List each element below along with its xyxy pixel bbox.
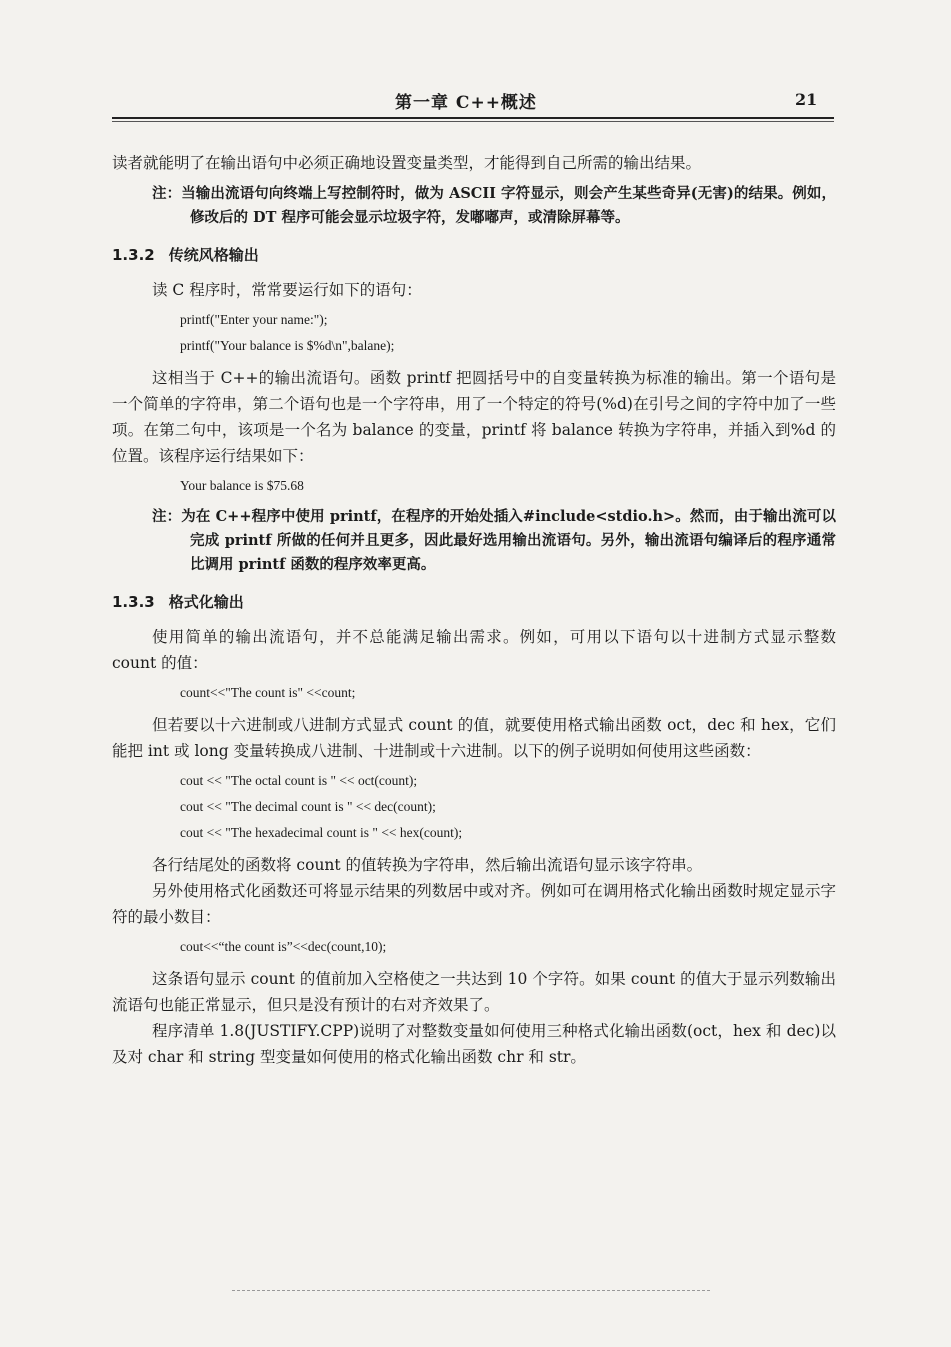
header-rule-thin [112,121,834,122]
section-heading [112,244,836,265]
paragraph: 读者就能明了在输出语句中必须正确地设置变量类型，才能得到自己所需的输出结果。 [112,154,702,172]
paragraph: 各行结尾处的函数将 count 的值转换为字符串，然后输出流语句显示该字符串。 [152,856,703,874]
section-title: 格式化输出 [168,593,244,611]
code-block [112,680,836,706]
code-block [112,307,836,359]
paragraph: 使用简单的输出流语句，并不总能满足输出需求。例如，可用以下语句以十进制方式显示整数 count 的值： [112,628,836,672]
header-rule [112,117,834,119]
section-title: 传统风格输出 [168,246,259,264]
paragraph: 程序清单 1.8(JUSTIFY.CPP)说明了对整数变量如何使用三种格式化输出函数(oct，hex 和 dec)以及对 char 和 string 型变量如何使用的格式化输出函数 chr 和 str。 [112,1022,836,1066]
page-body [112,150,836,1070]
section-number: 1.3.3 [112,593,155,611]
code-line: cout << "The octal count is " << oct(count); [180,773,418,788]
code-line: Your balance is $75.68 [180,478,304,493]
code-block [112,934,836,960]
code-line: cout << "The hexadecimal count is " << hex(count); [180,825,463,840]
code-block [112,768,836,846]
page-header [0,0,951,130]
code-line: printf("Your balance is $%d\n",balane); [180,338,395,353]
chapter-title: 第一章 C++概述 [395,93,537,113]
note: 注：为在 C++程序中使用 printf，在程序的开始处插入#include<stdio.h>。然而，由于输出流可以完成 printf 所做的任何并且更多，因此最好选用输出流语句。另外，输出流语句编译后的程序通常比调用 printf 函数的程序效率更高。 [152,508,836,573]
section-number: 1.3.2 [112,246,155,264]
code-line: cout << "The decimal count is " << dec(count); [180,799,436,814]
code-block [112,473,836,499]
paragraph: 这条语句显示 count 的值前加入空格使之一共达到 10 个字符。如果 count 的值大于显示列数输出流语句也能正常显示，但只是没有预计的右对齐效果了。 [112,970,836,1014]
code-line: printf("Enter your name:"); [180,312,328,327]
paragraph: 读 C 程序时，常常要运行如下的语句： [152,281,422,299]
page-number: 21 [795,90,818,109]
paragraph: 但若要以十六进制或八进制方式显式 count 的值，就要使用格式输出函数 oct，dec 和 hex，它们能把 int 或 long 变量转换成八进制、十进制或十六进制。以下的例子说明如何使用这些函数： [112,716,836,760]
code-line: cout<<“the count is”<<dec(count,10); [180,939,387,954]
paragraph: 另外使用格式化函数还可将显示结果的列数居中或对齐。例如可在调用格式化输出函数时规定显示字符的最小数目： [112,882,836,926]
footer-rule [232,1290,710,1292]
note: 注：当输出流语句向终端上写控制符时，做为 ASCII 字符显示，则会产生某些奇异(无害)的结果。例如，修改后的 DT 程序可能会显示垃圾字符，发嘟嘟声，或清除屏幕等。 [152,185,836,226]
paragraph: 这相当于 C++的输出流语句。函数 printf 把圆括号中的自变量转换为标准的输出。第一个语句是一个简单的字符串，第二个语句也是一个字符串，用了一个特定的符号(%d)在引号之间的字符中加了一些项。在第二句中，该项是一个名为 balance 的变量，printf 将 balance 转换为字符串，并插入到%d 的位置。该程序运行结果如下： [112,369,836,465]
code-line: count<<"The count is" <<count; [180,685,356,700]
section-heading [112,591,836,612]
